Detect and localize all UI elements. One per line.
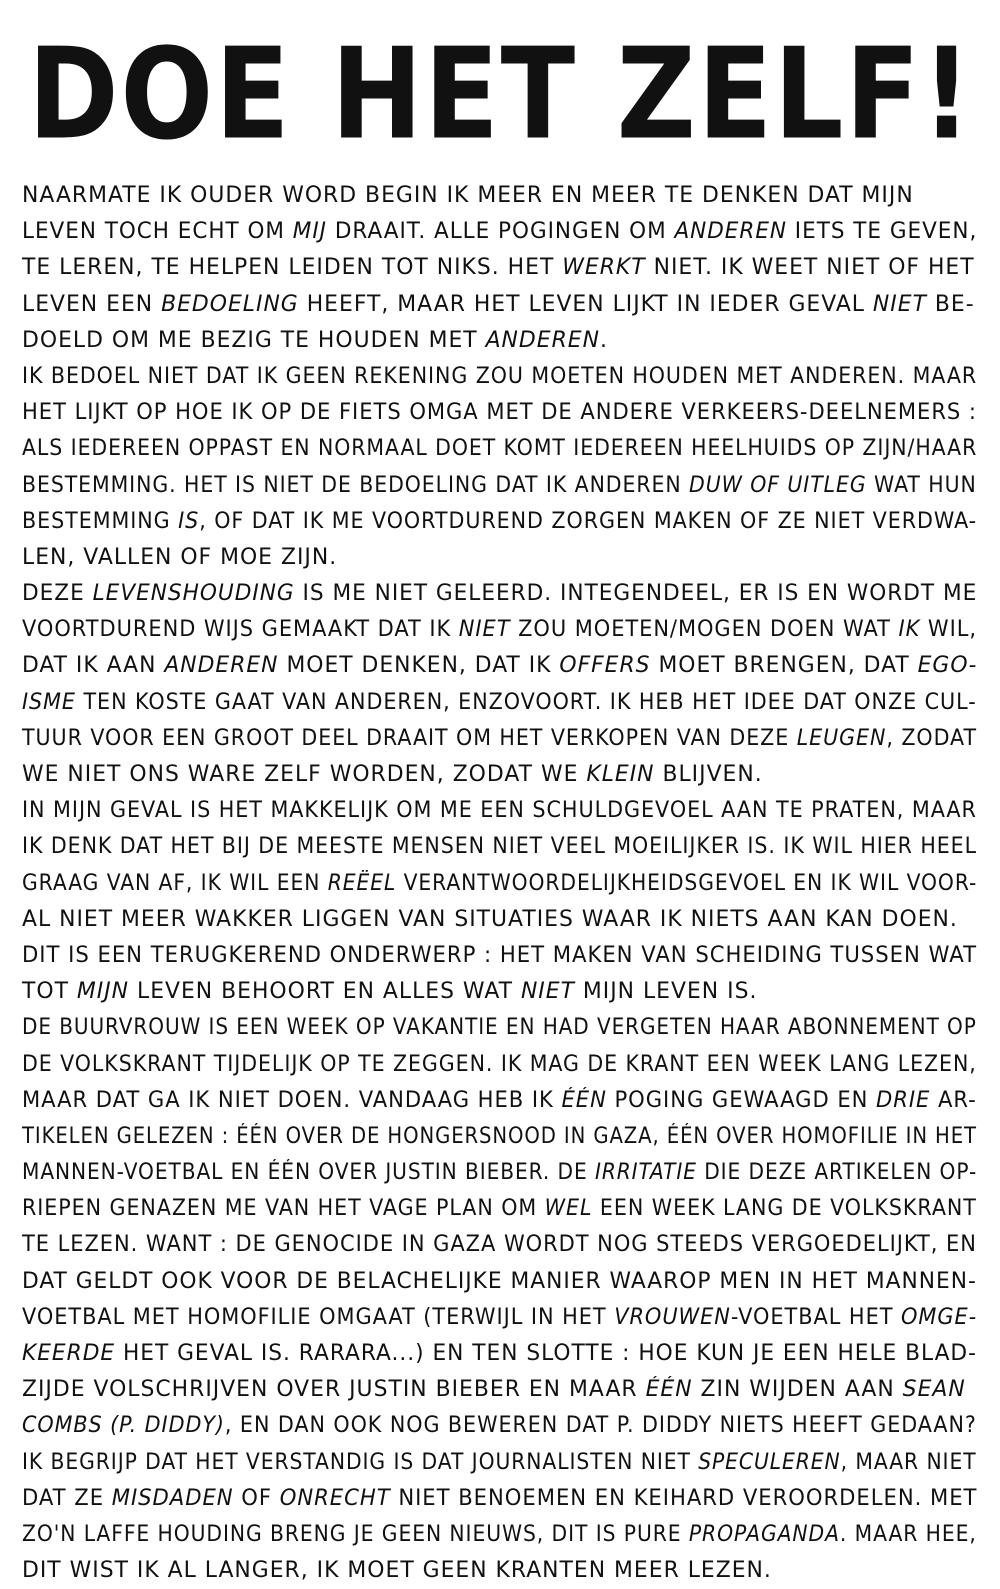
text-segment: DIE DEZE ARTIKELEN OP-	[696, 1160, 978, 1186]
emphasized-text: OMGE-	[901, 1304, 978, 1330]
text-segment: NIET BENOEMEN EN KEIHARD VEROORDELEN. MET	[390, 1485, 978, 1511]
text-segment: DOELD OM ME BEZIG TE HOUDEN MET	[22, 327, 486, 353]
text-segment: HEEFT, MAAR HET LEVEN LIJKT IN IEDER GEVAL	[298, 291, 873, 317]
text-segment: MAAR DAT GA IK NIET DOEN. VANDAAG HEB IK	[22, 1087, 562, 1113]
text-segment: HET GEVAL IS. RARARA...) EN TEN SLOTTE : HOE KUN JE EEN HELE BLAD-	[115, 1341, 977, 1366]
text-segment: DAT IK AAN	[22, 653, 165, 679]
emphasized-text: NIET	[458, 617, 511, 643]
text-segment: ZO'N LAFFE HOUDING BRENG JE GEEN NIEUWS, DIT IS PURE	[22, 1521, 689, 1547]
emphasized-text: REËEL	[327, 870, 397, 896]
text-segment: DAT ZE	[22, 1485, 112, 1511]
text-line	[22, 1408, 977, 1444]
body-text	[22, 178, 982, 1589]
emphasized-text: DRIE	[876, 1087, 931, 1113]
emphasized-text: SPECULEREN	[698, 1449, 841, 1475]
emphasized-text: WEL	[544, 1196, 593, 1222]
emphasized-text: LEUGEN	[796, 725, 887, 751]
text-line	[22, 214, 978, 250]
text-segment: , OF DAT IK ME VOORTDUREND ZORGEN MAKEN OF ZE NIET VERDWA-	[199, 508, 978, 534]
text-segment: BLIJVEN.	[654, 762, 763, 787]
text-line	[22, 902, 977, 938]
text-segment: VOETBAL MET HOMOFILIE OMGAAT (TERWIJL IN HET	[22, 1304, 615, 1330]
text-segment: , MAAR NIET	[840, 1449, 977, 1475]
text-line	[22, 395, 977, 431]
text-line	[22, 793, 977, 829]
text-segment: TUUR VOOR EEN GROOT DEEL DRAAIT OM HET VERKOPEN VAN DEZE	[22, 725, 797, 751]
text-segment: , EN DAN OOK NOG BEWEREN DAT P. DIDDY NIETS HEEFT GEDAAN?	[224, 1413, 977, 1439]
text-line	[22, 1119, 977, 1155]
text-line	[22, 1083, 977, 1119]
text-segment: WIL,	[920, 617, 977, 643]
text-line	[22, 323, 977, 359]
emphasized-text: COMBS (P. DIDDY)	[22, 1413, 225, 1439]
text-line	[22, 1372, 977, 1408]
text-line	[22, 468, 977, 504]
text-line	[22, 866, 978, 902]
emphasized-text: ANDEREN	[485, 327, 600, 353]
text-segment: AR-	[930, 1087, 977, 1113]
text-segment: BESTEMMING	[22, 508, 179, 534]
text-line	[22, 1300, 978, 1336]
emphasized-text: ONRECHT	[279, 1485, 391, 1511]
text-segment: MANNEN-VOETBAL EN ÉÉN OVER JUSTIN BIEBER. DE	[22, 1160, 595, 1186]
text-segment: MOET BRENGEN, DAT	[650, 653, 918, 679]
text-segment: MOET DENKEN, DAT IK	[278, 653, 560, 679]
text-segment: HET LIJKT OP HOE IK OP DE FIETS OMGA MET DE ANDERE VERKEERS-DEELNEMERS :	[22, 400, 977, 426]
text-segment: DIT IS EEN TERUGKEREND ONDERWERP : HET MAKEN VAN SCHEIDING TUSSEN WAT	[22, 942, 978, 968]
text-segment: TE LEZEN. WANT : DE GENOCIDE IN GAZA WORDT NOG STEEDS VERGOEDELIJKT, EN	[22, 1232, 977, 1258]
text-segment: OF	[233, 1485, 280, 1511]
text-segment: RIEPEN GENAZEN ME VAN HET VAGE PLAN OM	[22, 1196, 545, 1222]
emphasized-text: VROUWEN	[614, 1304, 731, 1330]
text-segment: LEVEN BEHOORT EN ALLES WAT	[129, 979, 521, 1005]
emphasized-text: IK	[898, 617, 921, 643]
text-line	[22, 938, 978, 974]
text-segment: TEN KOSTE GAAT VAN ANDEREN, ENZOVOORT. IK HEB HET IDEE DAT ONZE CUL-	[75, 689, 977, 715]
emphasized-text: MIJ	[292, 219, 328, 245]
text-segment: EEN WEEK LANG DE VOLKSKRANT	[592, 1196, 977, 1222]
emphasized-text: IS	[178, 508, 200, 534]
emphasized-text: PROPAGANDA	[688, 1521, 840, 1547]
emphasized-text: NIET	[520, 979, 575, 1005]
text-line	[22, 1047, 977, 1083]
text-segment: DAT GELDT OOK VOOR DE BELACHELIJKE MANIER WAAROP MEN IN HET MANNEN-	[22, 1268, 977, 1294]
text-line	[22, 1481, 978, 1517]
text-segment: ZIN WIJDEN AAN	[692, 1377, 903, 1403]
text-segment: TIKELEN GELEZEN : ÉÉN OVER DE HONGERSNOOD IN GAZA, ÉÉN OVER HOMOFILIE IN HET	[22, 1123, 977, 1149]
text-line	[22, 1445, 977, 1481]
emphasized-text: MIJN	[76, 979, 130, 1005]
text-segment: ALS IEDEREEN OPPAST EN NORMAAL DOET KOMT IEDEREEN HEELHUIDS OP ZIJN/HAAR	[22, 436, 978, 462]
text-segment: MIJN LEVEN IS.	[574, 979, 758, 1005]
text-line	[22, 431, 978, 467]
text-line	[22, 540, 977, 576]
text-segment: TOT	[22, 979, 77, 1005]
emphasized-text: DUW OF UITLEG	[689, 472, 867, 498]
text-line	[22, 250, 977, 286]
text-segment: IN MIJN GEVAL IS HET MAKKELIJK OM ME EEN SCHULDGEVOEL AAN TE PRATEN, MAAR	[22, 798, 977, 824]
text-segment: WAT HUN	[866, 472, 977, 498]
text-segment: IETS TE GEVEN,	[786, 219, 978, 245]
emphasized-text: KEERDE	[22, 1341, 116, 1366]
text-segment: VERANTWOORDELIJKHEIDSGEVOEL EN IK WIL VOOR-	[396, 870, 978, 896]
text-line	[22, 1010, 977, 1046]
text-segment: NAARMATE IK OUDER WORD BEGIN IK MEER EN MEER TE DENKEN DAT MIJN	[22, 183, 914, 208]
emphasized-text: NIET	[872, 291, 927, 317]
text-segment: VOORTDUREND WIJS GEMAAKT DAT IK	[22, 617, 459, 643]
text-segment: TE LEREN, TE HELPEN LEIDEN TOT NIKS. HET	[22, 255, 563, 281]
emphasized-text: ANDEREN	[164, 653, 279, 679]
text-line	[22, 1191, 977, 1227]
emphasized-text: BEDOELING	[161, 291, 299, 317]
emphasized-text: ÉÉN	[645, 1377, 693, 1403]
text-segment: BE-	[926, 291, 975, 317]
text-line	[22, 1264, 977, 1300]
text-segment: LEN, VALLEN OF MOE ZIJN.	[22, 544, 338, 570]
text-segment: IS ME NIET GELEERD. INTEGENDEEL, ER IS EN WORDT ME	[294, 581, 978, 607]
text-line	[22, 1155, 978, 1191]
emphasized-text: SEAN	[902, 1377, 966, 1403]
emphasized-text: OFFERS	[559, 653, 651, 679]
text-segment: DE BUURVROUW IS EEN WEEK OP VAKANTIE EN HAD VERGETEN HAAR ABONNEMENT OP	[22, 1015, 977, 1041]
emphasized-text: MISDADEN	[111, 1485, 234, 1511]
text-line	[22, 287, 977, 323]
text-line	[22, 1553, 977, 1589]
emphasized-text: ÉÉN	[561, 1087, 607, 1113]
text-line	[22, 178, 977, 214]
text-segment: , ZODAT	[886, 725, 978, 751]
emphasized-text: LEVENSHOUDING	[92, 581, 295, 607]
text-segment: AL NIET MEER WAKKER LIGGEN VAN SITUATIES WAAR IK NIETS AAN KAN DOEN.	[22, 906, 958, 932]
text-line	[22, 648, 978, 684]
emphasized-text: EGO-	[917, 653, 978, 679]
emphasized-text: KLEIN	[586, 762, 655, 787]
text-line	[22, 829, 977, 865]
text-segment: IK BEGRIJP DAT HET VERSTANDIG IS DAT JOURNALISTEN NIET	[22, 1449, 699, 1475]
text-segment: .	[599, 327, 608, 353]
text-segment: ZOU MOETEN/MOGEN DOEN WAT	[510, 617, 899, 643]
text-segment: DEZE	[22, 581, 93, 607]
text-line	[22, 612, 977, 648]
emphasized-text: IRRITATIE	[594, 1160, 697, 1186]
text-line	[22, 974, 977, 1010]
text-line	[22, 504, 978, 540]
text-segment: GRAAG VAN AF, IK WIL EEN	[22, 870, 328, 896]
text-segment: BESTEMMING. HET IS NIET DE BEDOELING DAT IK ANDEREN	[22, 472, 690, 498]
emphasized-text: ISME	[22, 689, 76, 715]
text-segment: WE NIET ONS WARE ZELF WORDEN, ZODAT WE	[22, 762, 587, 787]
text-line	[22, 1336, 977, 1372]
text-segment: IK BEDOEL NIET DAT IK GEEN REKENING ZOU MOETEN HOUDEN MET ANDEREN. MAAR	[22, 363, 978, 389]
text-segment: NIET. IK WEET NIET OF HET	[645, 255, 975, 281]
text-segment: DRAAIT. ALLE POGINGEN OM	[327, 219, 675, 245]
text-segment: ZIJDE VOLSCHRIJVEN OVER JUSTIN BIEBER EN MAAR	[22, 1377, 646, 1403]
text-segment: DIT WIST IK AL LANGER, IK MOET GEEN KRANTEN MEER LEZEN.	[22, 1558, 772, 1584]
text-line	[22, 576, 978, 612]
text-line	[22, 757, 977, 793]
text-line	[22, 685, 977, 721]
text-line	[22, 1227, 977, 1263]
emphasized-text: WERKT	[562, 255, 646, 281]
text-segment: -VOETBAL HET	[730, 1304, 902, 1330]
text-segment: IK DENK DAT HET BIJ DE MEESTE MENSEN NIET VEEL MOEILIJKER IS. IK WIL HIER HEEL	[22, 834, 977, 860]
text-line	[22, 721, 978, 757]
text-segment: LEVEN TOCH ECHT OM	[22, 219, 293, 245]
page-title: DOE HET ZELF!	[28, 22, 974, 169]
text-segment: LEVEN EEN	[22, 291, 162, 317]
text-line	[22, 359, 978, 395]
text-segment: . MAAR HEE,	[839, 1521, 977, 1547]
text-segment: POGING GEWAAGD EN	[606, 1087, 877, 1113]
emphasized-text: ANDEREN	[674, 219, 787, 245]
text-line	[22, 1517, 977, 1553]
text-segment: DE VOLKSKRANT TIJDELIJK OP TE ZEGGEN. IK MAG DE KRANT EEN WEEK LANG LEZEN,	[22, 1051, 977, 1077]
